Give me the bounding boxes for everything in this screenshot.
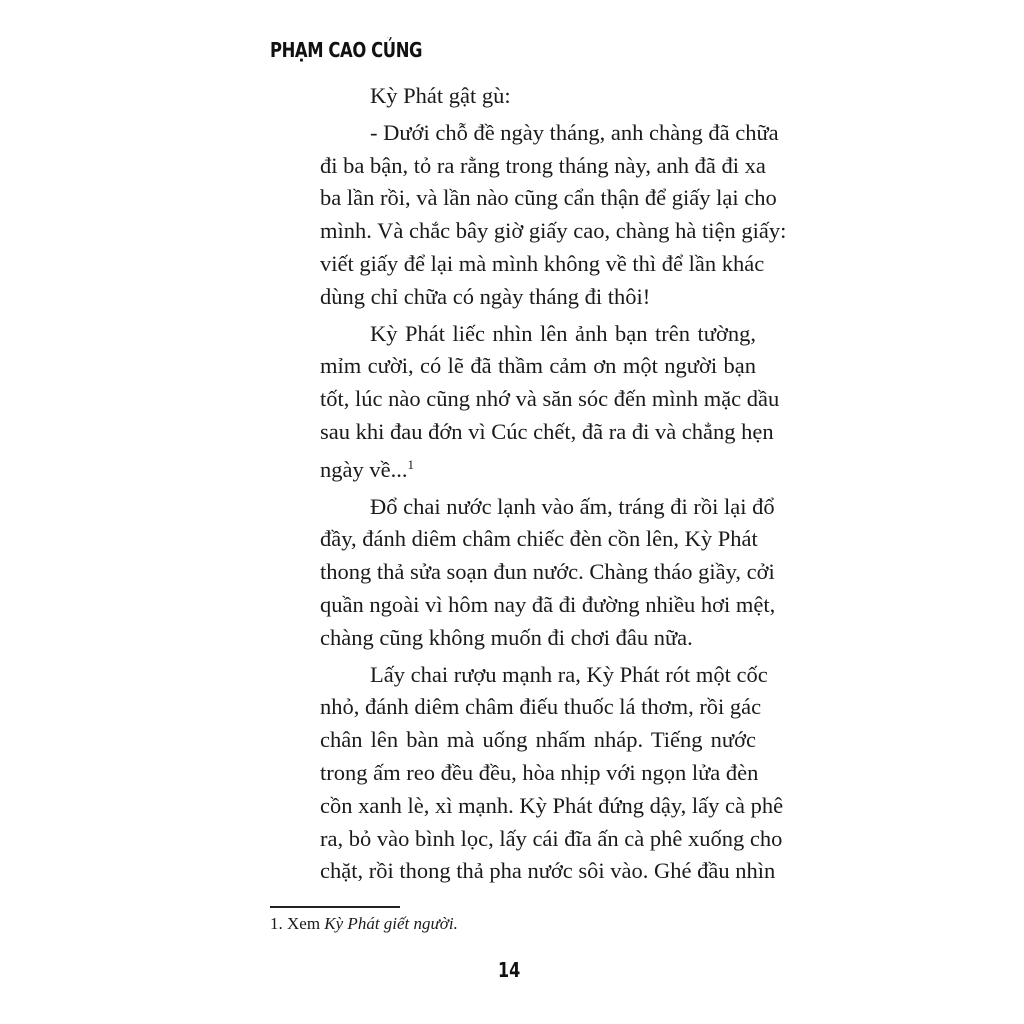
text-line-with-footnote [270,449,756,487]
text-line: ngày về... [320,456,408,482]
text-line: mình. Và chắc bây giờ giấy cao, chàng hà tiện giấy: [320,218,787,244]
footnote-prefix: Xem [287,914,321,933]
paragraph-2 [270,117,787,314]
body-text [270,80,787,888]
text-line: ba lần rồi, và lần nào cũng cẩn thận để giấy lại cho [320,185,777,211]
footnote [270,914,458,934]
text-line: Kỳ Phát liếc nhìn lên ảnh bạn trên tường, [370,320,756,346]
text-line: cồn xanh lè, xì mạnh. Kỳ Phát đứng dậy, lấy cà phê [320,792,784,818]
text-line: Lấy chai rượu mạnh ra, Kỳ Phát rót một cốc [370,661,768,687]
text-line: dùng chỉ chữa có ngày tháng đi thôi! [320,283,651,309]
text-line: ra, bỏ vào bình lọc, lấy cái đĩa ấn cà phê xuống cho [320,825,783,851]
text-line: quần ngoài vì hôm nay đã đi đường nhiều hơi mệt, [320,591,776,617]
footnote-number: 1. [270,914,283,933]
text-line: đi ba bận, tỏ ra rằng trong tháng này, anh đã đi xa [320,152,766,178]
page-number: 14 [498,958,521,982]
paragraph-4 [270,491,776,655]
text-line: - Dưới chỗ đề ngày tháng, anh chàng đã chữa [370,119,779,145]
text-line: viết giấy để lại mà mình không về thì để lần khác [320,250,765,276]
footnote-title: Kỳ Phát giết người. [324,914,458,933]
text-line: chàng cũng không muốn đi chơi đâu nữa. [320,624,693,650]
text-line: Kỳ Phát gật gù: [370,83,511,108]
running-head-author: PHẠM CAO CỦNG [270,38,423,62]
text-line: tốt, lúc nào cũng nhớ và săn sóc đến mình mặc dầu [320,386,780,412]
text-line: trong ấm reo đều đều, hòa nhịp với ngọn lửa đèn [320,759,759,785]
paragraph-3 [270,318,780,487]
footnote-divider [270,906,400,908]
text-line: sau khi đau đớn vì Cúc chết, đã ra đi và chẳng hẹn [320,418,774,444]
text-line: Đổ chai nước lạnh vào ấm, tráng đi rồi lại đổ [370,493,775,519]
paragraph-5 [270,659,784,889]
text-line: mỉm cười, có lẽ đã thầm cảm ơn một người bạn [320,353,756,379]
text-line: chân lên bàn mà uống nhấm nháp. Tiếng nước [320,727,756,753]
text-line: chặt, rồi thong thả pha nước sôi vào. Ghé đầu nhìn [320,858,776,884]
footnote-reference[interactable]: 1 [407,456,414,472]
text-line: thong thả sửa soạn đun nước. Chàng tháo giầy, cởi [320,559,775,585]
text-line: đầy, đánh diêm châm chiếc đèn cồn lên, Kỳ Phát [320,526,758,552]
paragraph-1 [270,80,756,113]
text-line: nhỏ, đánh diêm châm điếu thuốc lá thơm, rồi gác [320,694,762,720]
